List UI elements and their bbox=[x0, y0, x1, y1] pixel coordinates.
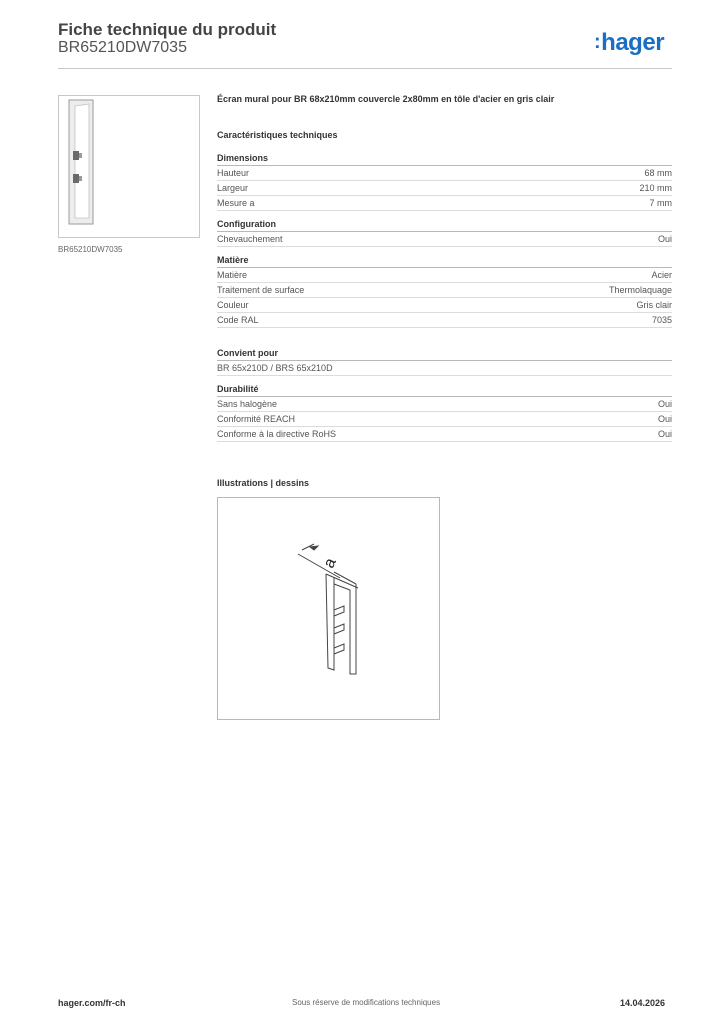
product-thumbnail-icon bbox=[59, 96, 199, 237]
illustrations-title: Illustrations | dessins bbox=[217, 478, 310, 488]
spec-label: Conformité REACH bbox=[217, 414, 296, 424]
spec-row bbox=[217, 313, 672, 328]
spec-value: 210 mm bbox=[639, 183, 672, 193]
spec-value: 7 mm bbox=[649, 198, 672, 208]
spec-value: Acier bbox=[651, 270, 672, 280]
section-convient bbox=[217, 348, 672, 376]
page-title: Fiche technique du produit bbox=[58, 20, 277, 39]
spec-label: Hauteur bbox=[217, 168, 250, 178]
dimension-drawing-icon bbox=[218, 498, 439, 719]
footer-website[interactable]: hager.com/fr-ch bbox=[58, 998, 126, 1008]
spec-label: BR 65x210D / BRS 65x210D bbox=[217, 363, 333, 373]
spec-value: 68 mm bbox=[644, 168, 672, 178]
spec-label: Traitement de surface bbox=[217, 285, 305, 295]
footer-date: 14.04.2026 bbox=[620, 998, 666, 1008]
footer-notice: Sous réserve de modifications techniques bbox=[292, 998, 441, 1007]
section-configuration bbox=[217, 219, 672, 247]
spec-value: Gris clair bbox=[636, 300, 672, 310]
spec-row bbox=[217, 283, 672, 298]
spec-row bbox=[217, 427, 672, 442]
spec-label: Sans halogène bbox=[217, 399, 278, 409]
thumbnail-caption: BR65210DW7035 bbox=[58, 245, 123, 254]
spec-value: Oui bbox=[657, 234, 672, 244]
product-description: Écran mural pour BR 68x210mm couvercle 2x80mm en tôle d'acier en gris clair bbox=[217, 94, 555, 104]
spec-row bbox=[217, 232, 672, 247]
spec-label: Conforme à la directive RoHS bbox=[217, 429, 337, 439]
hager-logo bbox=[594, 29, 664, 57]
section-title: Dimensions bbox=[217, 153, 672, 166]
spec-value: Thermolaquage bbox=[608, 285, 672, 295]
spec-row bbox=[217, 181, 672, 196]
spec-label: Matière bbox=[217, 270, 248, 280]
logo-text: hager bbox=[601, 29, 665, 56]
spec-label: Couleur bbox=[217, 300, 249, 310]
spec-row bbox=[217, 298, 672, 313]
dimension-label: a bbox=[320, 555, 340, 571]
spec-value: Oui bbox=[657, 414, 672, 424]
spec-value: Oui bbox=[657, 399, 672, 409]
section-durabilite bbox=[217, 384, 672, 442]
logo-dots-icon: : bbox=[594, 31, 601, 53]
spec-value: Oui bbox=[657, 429, 672, 439]
spec-label: Mesure a bbox=[217, 198, 255, 208]
section-title: Configuration bbox=[217, 219, 672, 232]
illustration-frame bbox=[217, 497, 440, 720]
product-thumbnail bbox=[58, 95, 200, 238]
spec-row bbox=[217, 397, 672, 412]
spec-row bbox=[217, 412, 672, 427]
spec-row bbox=[217, 196, 672, 211]
section-dimensions bbox=[217, 153, 672, 211]
header-divider bbox=[58, 68, 672, 69]
spec-label: Code RAL bbox=[217, 315, 259, 325]
section-title: Durabilité bbox=[217, 384, 672, 397]
characteristics-title: Caractéristiques techniques bbox=[217, 130, 338, 140]
section-matiere bbox=[217, 255, 672, 328]
spec-label: Chevauchement bbox=[217, 234, 283, 244]
product-code: BR65210DW7035 bbox=[58, 39, 187, 56]
spec-value: 7035 bbox=[651, 315, 672, 325]
spec-content bbox=[217, 94, 672, 450]
section-title: Matière bbox=[217, 255, 672, 268]
section-title: Convient pour bbox=[217, 348, 672, 361]
spec-label: Largeur bbox=[217, 183, 249, 193]
spec-row bbox=[217, 361, 672, 376]
spec-row bbox=[217, 268, 672, 283]
spec-row bbox=[217, 166, 672, 181]
